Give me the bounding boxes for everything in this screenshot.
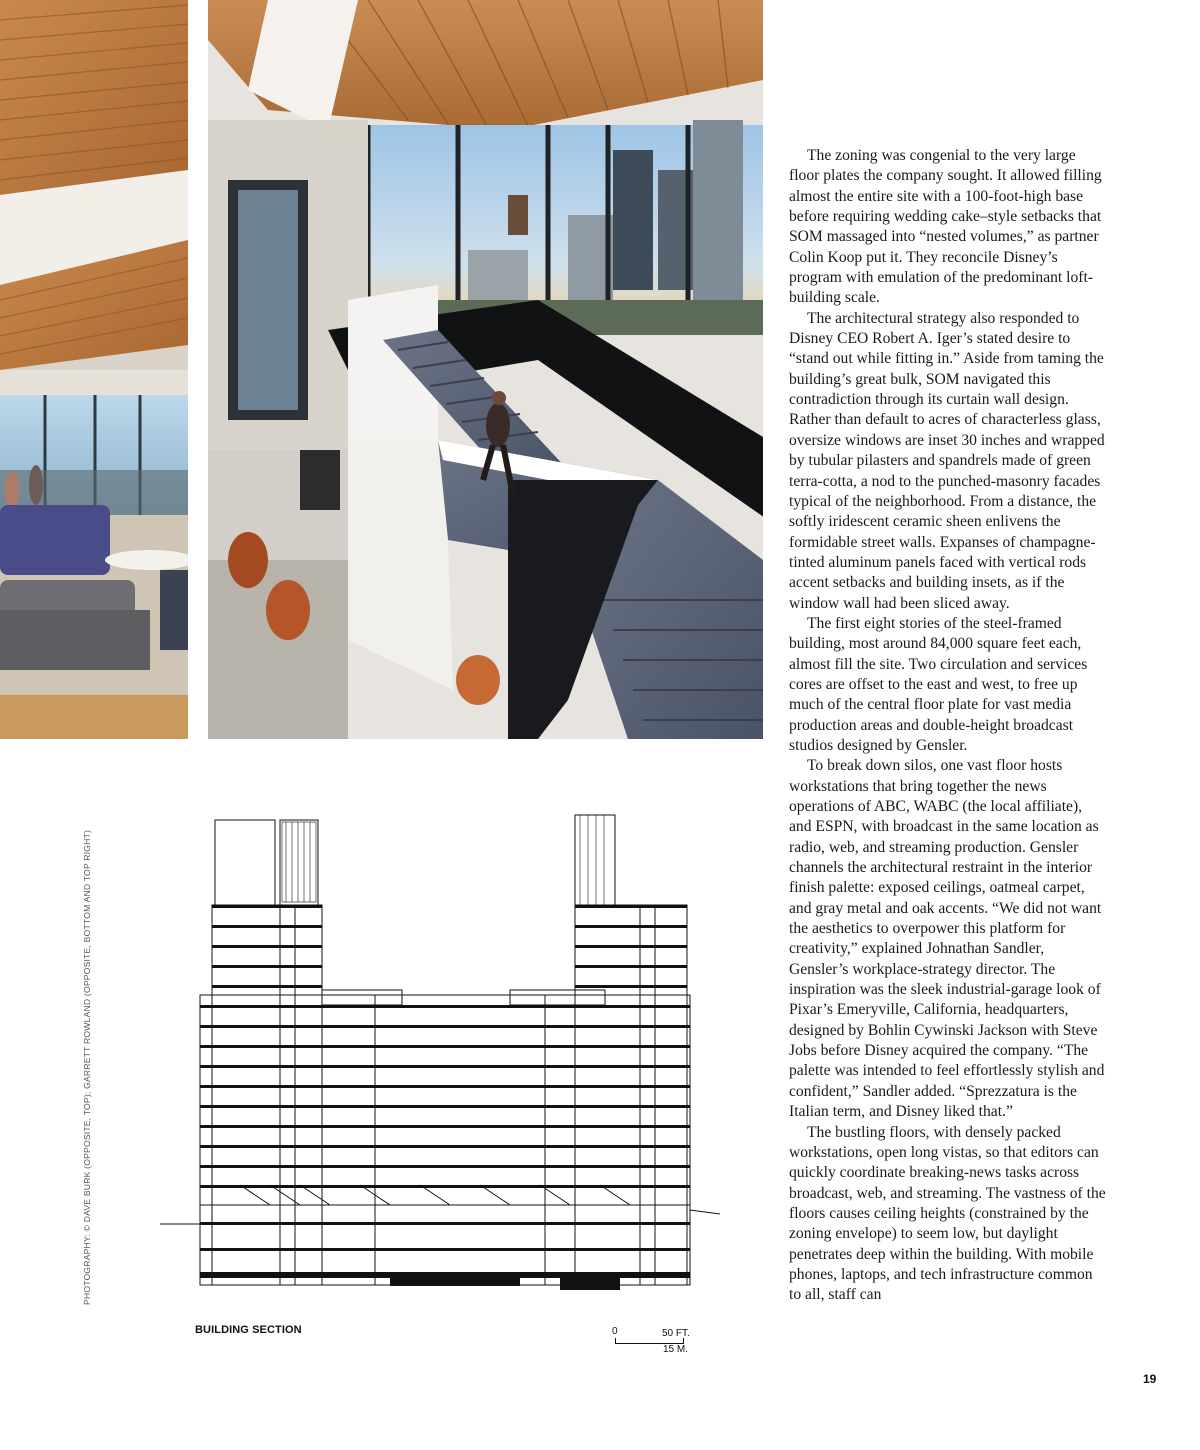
scale-feet-label: 50 FT. xyxy=(662,1328,690,1339)
figure-label: BUILDING SECTION xyxy=(195,1324,302,1336)
atrium-stair-photo xyxy=(208,0,763,739)
scale-meters-label: 15 M. xyxy=(663,1344,689,1355)
article-paragraph: The first eight stories of the steel-framed building, most around 84,000 square feet each, almost fill the site. Two circulation and services cores are offset to the east and west, to free up much of the central floor plate for vast media production areas and double-height broadcast studios designed by Gensler. xyxy=(789,614,1088,754)
page-number: 19 xyxy=(1143,1372,1157,1386)
article-body xyxy=(789,146,1107,1306)
building-section-drawing xyxy=(160,810,720,1295)
scale-zero-label: 0 xyxy=(612,1326,618,1337)
article-paragraph: The architectural strategy also responded to Disney CEO Robert A. Iger’s stated desire to “stand out while fitting in.” Aside from taming the building’s great bulk, SOM navigated this contradiction through its curtain wall design. Rather than default to acres of characterless glass, oversize windows are inset 30 inches and wrapped by tubular pilasters and spandrels made of green terra-cotta, a nod to the punched-masonry facades typical of the neighborhood. From a distance, the softly iridescent ceramic sheen enlivens the formidable street walls. Expanses of champagne-tinted aluminum panels faced with vertical rods accent setbacks and building insets, as if the window wall had been sliced away. xyxy=(789,309,1105,612)
photo-credit: PHOTOGRAPHY: © DAVE BURK (OPPOSITE, TOP); GARRETT ROWLAND (OPPOSITE, BOTTOM AND TOP RIGHT) xyxy=(82,829,92,1305)
lounge-photo xyxy=(0,0,188,739)
article-paragraph: To break down silos, one vast floor hosts workstations that bring together the news operations of ABC, WABC (the local affiliate), and ESPN, with broadcast in the same location as radio, web, and streaming production. Gensler channels the architectural restraint in the interior finish palette: exposed ceilings, oatmeal carpet, and gray metal and oak accents. “We did not want the aesthetics to overpower this platform for creativity,” explained Johnathan Sandler, Gensler’s workplace-strategy director. The inspiration was the sleek industrial-garage look of Pixar’s Emeryville, California, headquarters, designed by Bohlin Cywinski Jackson with Steve Jobs before Disney acquired the company. “The palette was intended to feel effortlessly stylish and confident,” Sandler added. “Sprezzatura is the Italian term, and Disney liked that.” xyxy=(789,757,1105,1121)
article-paragraph: The zoning was congenial to the very large floor plates the company sought. It allowed filling almost the entire site with a 100-foot-high base before requiring wedding cake–style setbacks that SOM massaged into “nested volumes,” as partner Colin Koop put it. They reconcile Disney’s program with emulation of the predominant loft-building scale. xyxy=(789,147,1102,307)
article-paragraph: The bustling floors, with densely packed workstations, open long vistas, so that editors can quickly coordinate breaking-news tasks across broadcast, web, and streaming. The vastness of the floors causes ceiling heights (constrained by the zoning envelope) to seem low, but daylight penetrates deep within the building. With mobile phones, laptops, and tech infrastructure common to all, staff can xyxy=(789,1123,1106,1304)
